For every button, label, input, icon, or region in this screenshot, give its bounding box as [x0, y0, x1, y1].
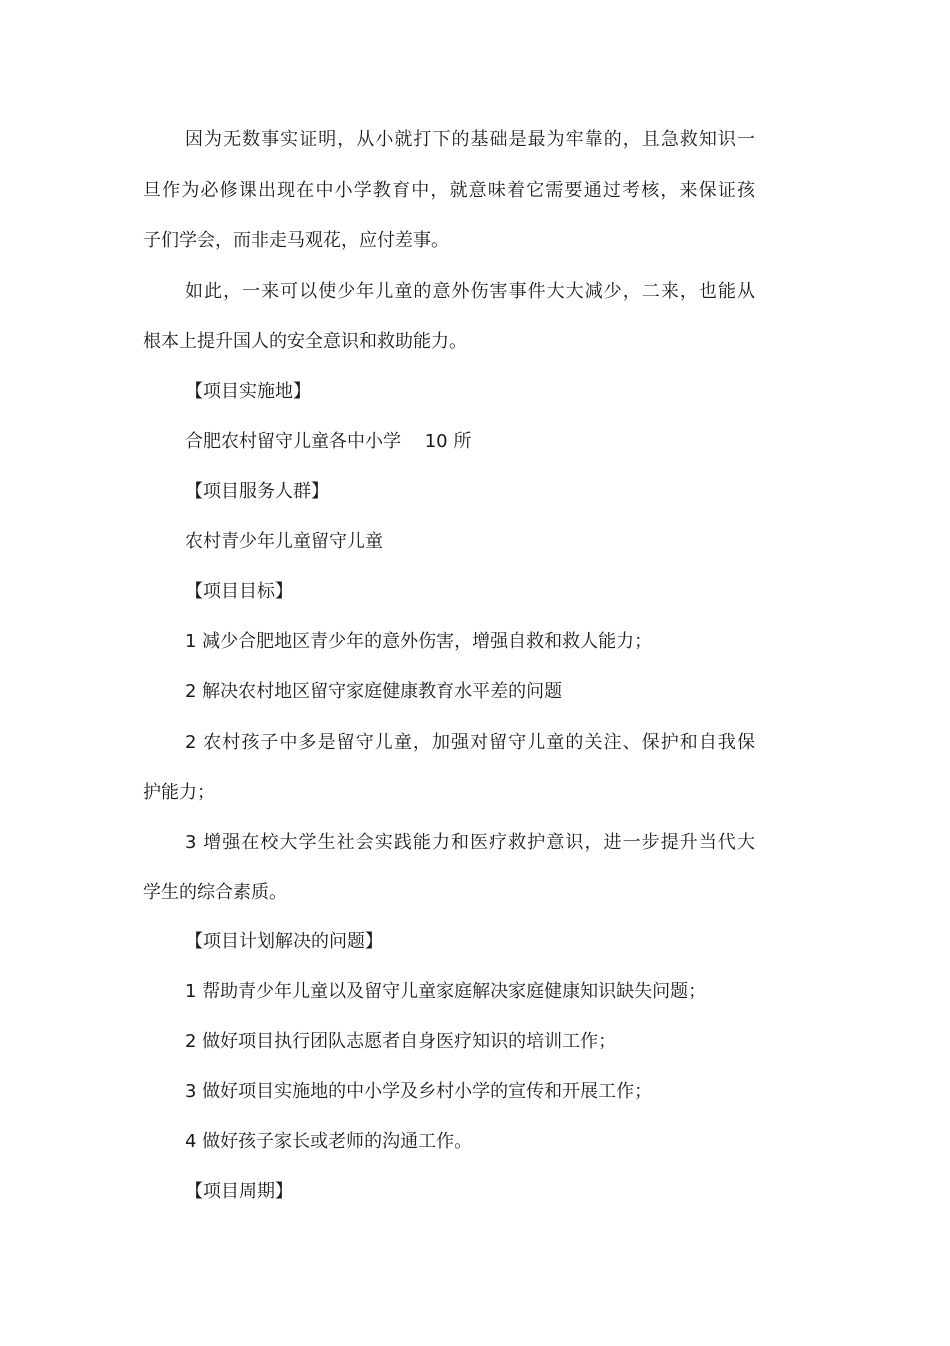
site-heading: 【项目实施地】	[185, 381, 311, 402]
audience-heading: 【项目服务人群】	[185, 481, 329, 502]
paragraph-2-line-2: 根本上提升国人的安全意识和救助能力。	[143, 331, 467, 352]
goal-item-3-line-1: 2 农村孩子中多是留守儿童，加强对留守儿童的关注、保护和自我保	[185, 732, 755, 753]
paragraph-2-line-1: 如此，一来可以使少年儿童的意外伤害事件大大减少，二来，也能从	[185, 281, 755, 302]
problem-item-1: 1 帮助青少年儿童以及留守儿童家庭解决家庭健康知识缺失问题；	[185, 981, 707, 1002]
problem-item-4: 4 做好孩子家长或老师的沟通工作。	[185, 1131, 473, 1152]
goal-item-3-line-2: 护能力；	[143, 782, 215, 803]
goals-heading: 【项目目标】	[185, 581, 293, 602]
goal-item-4-line-1: 3 增强在校大学生社会实践能力和医疗救护意识，进一步提升当代大	[185, 832, 755, 853]
audience-value: 农村青少年儿童留守儿童	[185, 531, 383, 552]
goal-item-4-line-2: 学生的综合素质。	[143, 882, 287, 903]
paragraph-1-line-2: 旦作为必修课出现在中小学教育中，就意味着它需要通过考核，来保证孩	[143, 180, 755, 201]
problem-item-2: 2 做好项目执行团队志愿者自身医疗知识的培训工作；	[185, 1031, 617, 1052]
problems-heading: 【项目计划解决的问题】	[185, 931, 383, 952]
paragraph-1-line-3: 子们学会，而非走马观花，应付差事。	[143, 230, 449, 251]
problem-item-3: 3 做好项目实施地的中小学及乡村小学的宣传和开展工作；	[185, 1081, 653, 1102]
goal-item-1: 1 减少合肥地区青少年的意外伤害，增强自救和救人能力；	[185, 631, 653, 652]
paragraph-1-line-1: 因为无数事实证明，从小就打下的基础是最为牢靠的，且急救知识一	[185, 129, 755, 150]
goal-item-2: 2 解决农村地区留守家庭健康教育水平差的问题	[185, 681, 563, 702]
period-heading: 【项目周期】	[185, 1181, 293, 1202]
site-value: 合肥农村留守儿童各中小学 10 所	[185, 431, 472, 452]
